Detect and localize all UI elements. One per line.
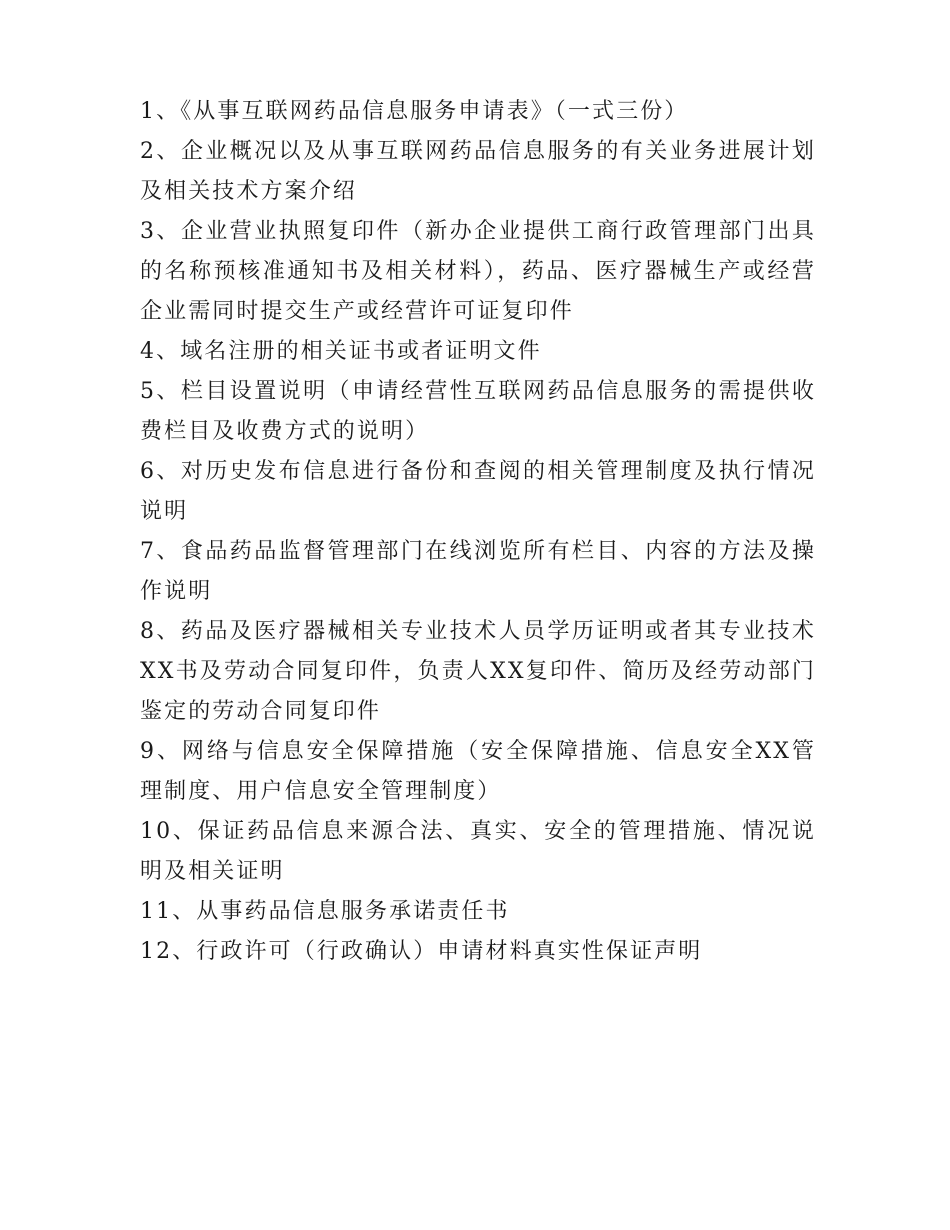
list-item: 6、对历史发布信息进行备份和查阅的相关管理制度及执行情况说明 <box>140 459 816 524</box>
list-item: 10、保证药品信息来源合法、真实、安全的管理措施、情况说明及相关证明 <box>140 819 816 884</box>
list-item: 1、《从事互联网药品信息服务申请表》（一式三份） <box>140 99 689 124</box>
list-item: 7、食品药品监督管理部门在线浏览所有栏目、内容的方法及操作说明 <box>140 539 816 604</box>
list-item: 12、行政许可（行政确认）申请材料真实性保证声明 <box>140 939 703 964</box>
application-materials-list <box>140 92 816 972</box>
list-item: 2、企业概况以及从事互联网药品信息服务的有关业务进展计划及相关技术方案介绍 <box>140 139 816 204</box>
list-item: 8、药品及医疗器械相关专业技术人员学历证明或者其专业技术XX书及劳动合同复印件，负责人XX复印件、简历及经劳动部门鉴定的劳动合同复印件 <box>140 619 816 724</box>
list-item: 3、企业营业执照复印件（新办企业提供工商行政管理部门出具的名称预核准通知书及相关材料），药品、医疗器械生产或经营企业需同时提交生产或经营许可证复印件 <box>140 219 816 324</box>
list-item: 5、栏目设置说明（申请经营性互联网药品信息服务的需提供收费栏目及收费方式的说明） <box>140 379 816 444</box>
list-item: 4、域名注册的相关证书或者证明文件 <box>140 339 542 364</box>
list-item: 11、从事药品信息服务承诺责任书 <box>140 899 510 924</box>
list-item: 9、网络与信息安全保障措施（安全保障措施、信息安全XX管理制度、用户信息安全管理制度） <box>140 739 816 804</box>
